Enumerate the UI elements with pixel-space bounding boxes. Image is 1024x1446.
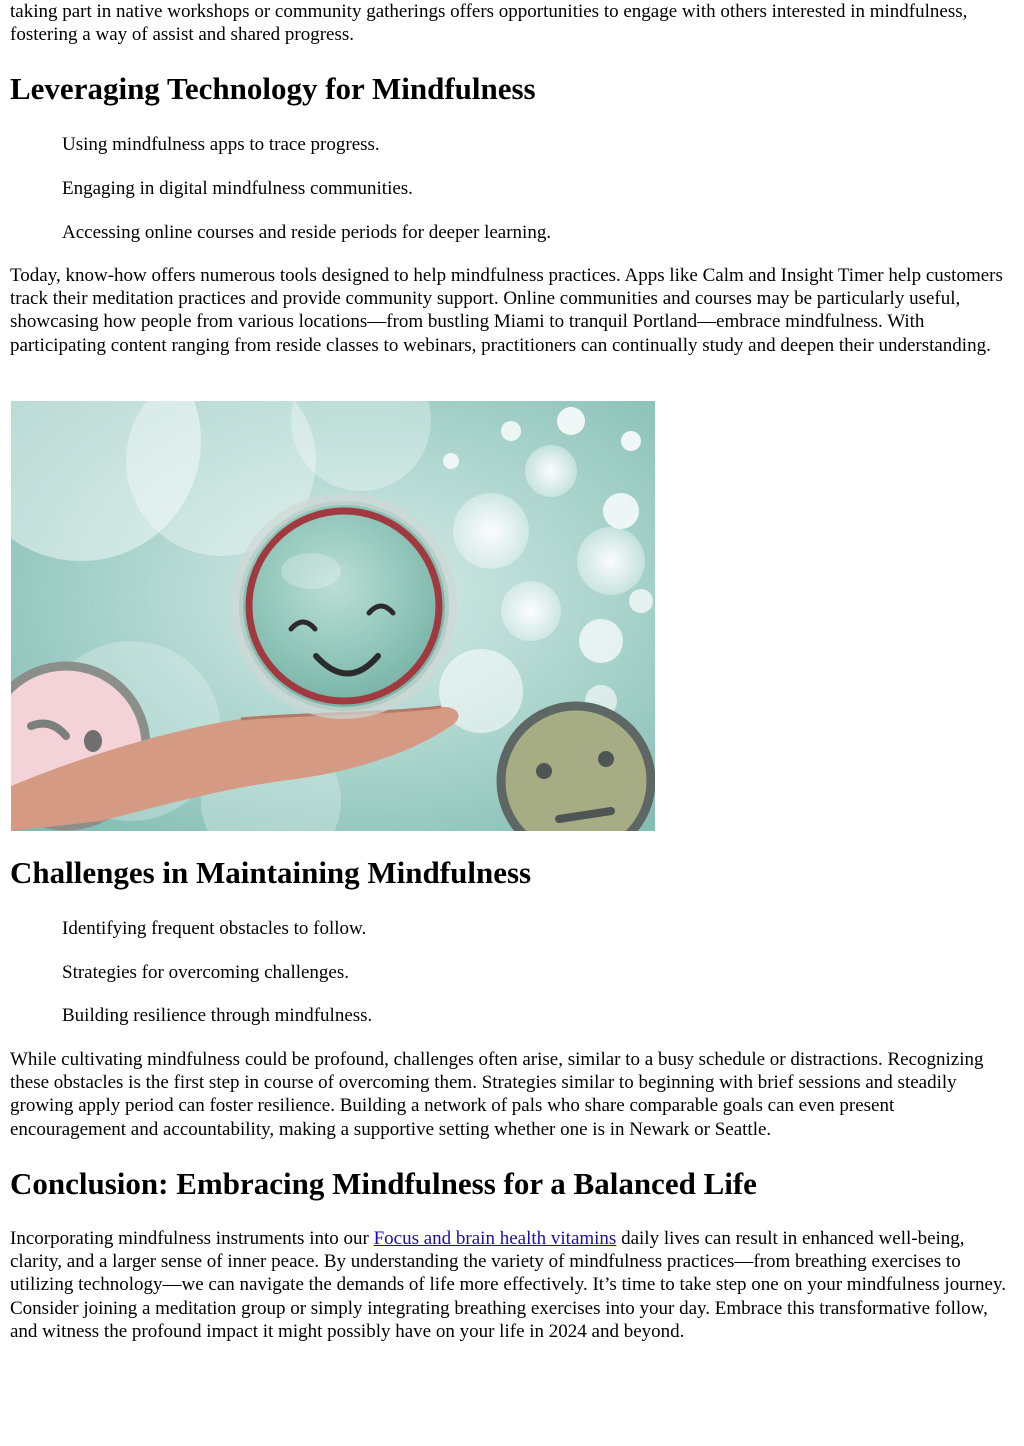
challenges-paragraph: While cultivating mindfulness could be profound, challenges often arise, similar to a busy schedule or distractions. Recognizing these obstacles is the first step in course of overcoming them. Strategies similar to beginning with brief sessions and steadily growing apply period can foster resilience. Building a network of pals who share comparable goals can even present encouragement and accountability, making a supportive setting whether one is in Newark or Seattle.	[10, 1049, 984, 1140]
technology-paragraph: Today, know-how offers numerous tools designed to help mindfulness practices. Apps like Calm and Insight Timer help customers track their meditation practices and provide community support. Online communities and courses may be particularly useful, showcasing how people from various locations—from bustling Miami to tranquil Portland—embrace mindfulness. With participating content ranging from reside classes to webinars, practitioners can continually study and deepen their understanding.	[10, 265, 1003, 356]
list-item: Engaging in digital mindfulness communities.	[62, 178, 413, 199]
mindfulness-emoji-image	[11, 401, 655, 831]
intro-paragraph: taking part in native workshops or community gatherings offers opportunities to engage with others interested in mindfulness, fostering a way of assist and shared progress.	[10, 1, 968, 46]
conclusion-paragraph	[10, 1227, 1014, 1343]
section-heading-challenges: Challenges in Maintaining Mindfulness	[10, 855, 532, 890]
list-item: Accessing online courses and reside periods for deeper learning.	[62, 222, 552, 243]
conclusion-text-before-link: Incorporating mindfulness instruments into our	[10, 1228, 374, 1249]
section-heading-conclusion: Conclusion: Embracing Mindfulness for a Balanced Life	[10, 1166, 757, 1201]
section-heading-technology: Leveraging Technology for Mindfulness	[10, 71, 536, 106]
conclusion-text-after-link: daily lives can result in enhanced well-being, clarity, and a larger sense of inner peace. By understanding the variety of mindfulness practices—from breathing exercises to utilizing technology—we can navigate the demands of life more effectively. It’s time to take step one on your mindfulness journey. Consider joining a meditation group or simply integrating breathing exercises into your day. Embrace this transformative follow, and witness the profound impact it might possibly have on your life in 2024 and beyond.	[10, 1228, 1006, 1342]
list-item: Using mindfulness apps to trace progress.	[62, 134, 380, 155]
focus-brain-health-vitamins-link[interactable]: Focus and brain health vitamins	[373, 1228, 617, 1249]
list-item: Strategies for overcoming challenges.	[62, 962, 350, 983]
list-item: Identifying frequent obstacles to follow.	[62, 918, 367, 939]
list-item: Building resilience through mindfulness.	[62, 1005, 373, 1026]
